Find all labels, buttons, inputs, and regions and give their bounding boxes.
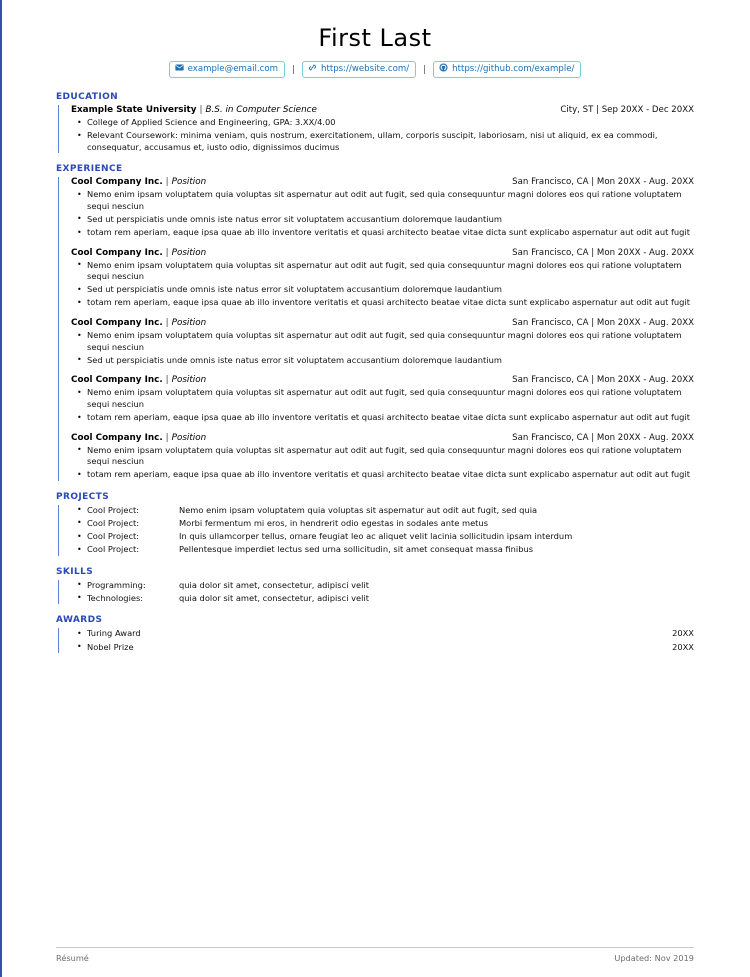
- project-row: [87, 544, 694, 556]
- education-org: Example State University: [71, 105, 197, 115]
- contact-github-label: https://github.com/example/: [452, 64, 575, 74]
- contact-website[interactable]: [302, 61, 416, 78]
- experience-entry: [71, 375, 694, 423]
- link-icon: [308, 63, 317, 75]
- section-skills: [58, 580, 694, 605]
- page-footer: [56, 947, 694, 963]
- project-text: Morbi fermentum mi eros, in hendrerit odio egestas in sodales ante metus: [179, 517, 489, 528]
- experience-meta: San Francisco, CA | Mon 20XX - Aug. 20XX: [512, 177, 694, 188]
- contact-separator-2: |: [423, 64, 427, 75]
- experience-org: Cool Company Inc.: [71, 375, 163, 386]
- list-item: [87, 544, 694, 556]
- list-item: [87, 642, 694, 654]
- project-label: • Cool Project:: [87, 504, 140, 515]
- skill-row: [87, 593, 694, 605]
- contact-email-label: example@email.com: [187, 64, 278, 74]
- project-label: • Cool Project:: [87, 544, 140, 555]
- skill-label: • Technologies:: [87, 592, 144, 603]
- experience-bullets: [71, 260, 694, 309]
- experience-role: Position: [171, 375, 207, 386]
- list-item: • Sed ut perspiciatis unde omnis iste natus error sit voluptatem accusantium doloremque laudantium: [87, 214, 694, 226]
- list-item: • College of Applied Science and Engineering, GPA: 3.XX/4.00: [87, 117, 694, 129]
- list-item: • totam rem aperiam, eaque ipsa quae ab illo inventore veritatis et quasi architecto beatae vitae dicta sunt explicabo aspernatur aut odit aut fugit: [87, 412, 694, 424]
- experience-bullets: [71, 387, 694, 423]
- section-awards: [58, 628, 694, 653]
- list-item: • Nemo enim ipsam voluptatem quia voluptas sit aspernatur aut odit aut fugit, sed quia consequuntur magni dolores eos qui ratione voluptatem sequi nesciun: [87, 330, 694, 353]
- education-degree: B.S. in Computer Science: [205, 105, 317, 115]
- list-item: • Nemo enim ipsam voluptatem quia voluptas sit aspernatur aut odit aut fugit, sed quia consequuntur magni dolores eos qui ratione voluptatem sequi nesciun: [87, 189, 694, 212]
- list-item: • Nemo enim ipsam voluptatem quia voluptas sit aspernatur aut odit aut fugit, sed quia consequuntur magni dolores eos qui ratione voluptatem sequi nesciun: [87, 387, 694, 410]
- experience-pipe: |: [165, 375, 169, 386]
- list-item: • Relevant Coursework: minima veniam, quis nostrum, exercitationem, ullam, corporis suscipit, laboriosam, nisi ut aliquid, ex ea commodi, consequatur, accusamus et, iusto odio, dignissimos ducimus: [87, 130, 694, 153]
- github-icon: [439, 63, 448, 75]
- experience-bullets: [71, 330, 694, 366]
- footer-left-label: Résumé: [56, 953, 89, 963]
- skill-label: • Programming:: [87, 579, 146, 590]
- experience-role: Position: [171, 247, 207, 258]
- experience-entry-left: [71, 248, 206, 258]
- experience-pipe: |: [165, 318, 169, 329]
- awards-list: [71, 628, 694, 653]
- experience-entry-head: [71, 433, 694, 443]
- experience-org: Cool Company Inc.: [71, 177, 163, 188]
- skill-row: [87, 580, 694, 592]
- section-title-experience: EXPERIENCE: [56, 164, 123, 175]
- education-entry-left: [71, 105, 317, 115]
- project-row: [87, 518, 694, 530]
- project-label: • Cool Project:: [87, 517, 140, 528]
- section-title-skills: SKILLS: [56, 566, 94, 577]
- education-pipe: |: [199, 105, 203, 115]
- section-projects: [58, 505, 694, 556]
- award-row: [87, 642, 694, 654]
- project-label: • Cool Project:: [87, 531, 140, 542]
- education-meta: City, ST | Sep 20XX - Dec 20XX: [560, 105, 694, 115]
- award-row: [87, 628, 694, 640]
- experience-pipe: |: [165, 247, 169, 258]
- project-text: Pellentesque imperdiet lectus sed urna sollicitudin, sit amet consequat massa finibus: [179, 544, 534, 555]
- experience-entry-head: [71, 318, 694, 328]
- experience-role: Position: [171, 318, 207, 329]
- section-title-projects: PROJECTS: [56, 491, 110, 502]
- education-bullets: [71, 117, 694, 153]
- experience-entry-left: [71, 177, 206, 187]
- experience-org: Cool Company Inc.: [71, 432, 163, 443]
- section-title-education: EDUCATION: [56, 92, 119, 102]
- list-item: [87, 518, 694, 530]
- section-education: [58, 105, 694, 153]
- contact-email[interactable]: [169, 61, 285, 78]
- award-label: • Nobel Prize: [87, 641, 134, 652]
- section-title-awards: AWARDS: [56, 615, 103, 626]
- experience-entry-head: [71, 375, 694, 385]
- skill-text: quia dolor sit amet, consectetur, adipisci velit: [179, 592, 370, 603]
- experience-org: Cool Company Inc.: [71, 247, 163, 258]
- list-item: [87, 628, 694, 640]
- experience-role: Position: [171, 432, 207, 443]
- envelope-icon: [175, 64, 184, 74]
- page-left-accent-bar: [0, 0, 2, 977]
- experience-pipe: |: [165, 432, 169, 443]
- skill-text: quia dolor sit amet, consectetur, adipisci velit: [179, 579, 370, 590]
- experience-entry: [71, 318, 694, 366]
- list-item: • totam rem aperiam, eaque ipsa quae ab illo inventore veritatis et quasi architecto beatae vitae dicta sunt explicabo aspernatur aut odit aut fugit: [87, 227, 694, 239]
- experience-org: Cool Company Inc.: [71, 318, 163, 329]
- project-text: Nemo enim ipsam voluptatem quia voluptas sit aspernatur aut odit aut fugit, sed quia: [179, 504, 538, 515]
- award-label: • Turing Award: [87, 628, 141, 639]
- contact-links: [56, 61, 694, 78]
- page-title: First Last: [318, 24, 432, 52]
- list-item: [87, 580, 694, 592]
- education-entry: [71, 105, 694, 153]
- list-item: • Sed ut perspiciatis unde omnis iste natus error sit voluptatem accusantium doloremque laudantium: [87, 284, 694, 296]
- list-item: • totam rem aperiam, eaque ipsa quae ab illo inventore veritatis et quasi architecto beatae vitae dicta sunt explicabo aspernatur aut odit aut fugit: [87, 297, 694, 309]
- experience-bullets: [71, 189, 694, 238]
- experience-meta: San Francisco, CA | Mon 20XX - Aug. 20XX: [512, 375, 694, 386]
- footer-right-label: Updated: Nov 2019: [614, 953, 694, 963]
- education-entry-head: [71, 105, 694, 115]
- experience-entry: [71, 248, 694, 309]
- experience-entry-head: [71, 248, 694, 258]
- experience-entry: [71, 433, 694, 481]
- contact-separator-1: |: [291, 64, 296, 75]
- experience-entry: [71, 177, 694, 238]
- section-experience: [58, 177, 694, 481]
- experience-meta: San Francisco, CA | Mon 20XX - Aug. 20XX: [512, 247, 694, 258]
- list-item: • totam rem aperiam, eaque ipsa quae ab illo inventore veritatis et quasi architecto beatae vitae dicta sunt explicabo aspernatur aut odit aut fugit: [87, 469, 694, 481]
- list-item: [87, 531, 694, 543]
- award-year: 20XX: [672, 641, 694, 652]
- experience-entry-left: [71, 433, 206, 443]
- experience-meta: San Francisco, CA | Mon 20XX - Aug. 20XX: [512, 318, 694, 329]
- projects-list: [71, 505, 694, 556]
- experience-pipe: |: [165, 177, 169, 188]
- experience-meta: San Francisco, CA | Mon 20XX - Aug. 20XX: [512, 432, 694, 443]
- experience-entry-head: [71, 177, 694, 187]
- experience-entry-left: [71, 318, 206, 328]
- list-item: • Nemo enim ipsam voluptatem quia voluptas sit aspernatur aut odit aut fugit, sed quia consequuntur magni dolores eos qui ratione voluptatem sequi nesciun: [87, 445, 694, 468]
- contact-website-label: https://website.com/: [321, 64, 410, 74]
- list-item: • Sed ut perspiciatis unde omnis iste natus error sit voluptatem accusantium doloremque laudantium: [87, 355, 694, 367]
- list-item: [87, 505, 694, 517]
- list-item: • Nemo enim ipsam voluptatem quia voluptas sit aspernatur aut odit aut fugit, sed quia consequuntur magni dolores eos qui ratione voluptatem sequi nesciun: [87, 260, 694, 283]
- experience-entry-left: [71, 375, 206, 385]
- project-row: [87, 505, 694, 517]
- experience-role: Position: [171, 177, 207, 188]
- contact-github[interactable]: [433, 61, 581, 78]
- project-text: In quis ullamcorper tellus, ornare feugiat leo ac aliquet velit lacinia sollicitudin ipsam interdum: [179, 531, 573, 542]
- award-year: 20XX: [672, 628, 694, 639]
- project-row: [87, 531, 694, 543]
- experience-bullets: [71, 445, 694, 481]
- list-item: [87, 593, 694, 605]
- skills-list: [71, 580, 694, 605]
